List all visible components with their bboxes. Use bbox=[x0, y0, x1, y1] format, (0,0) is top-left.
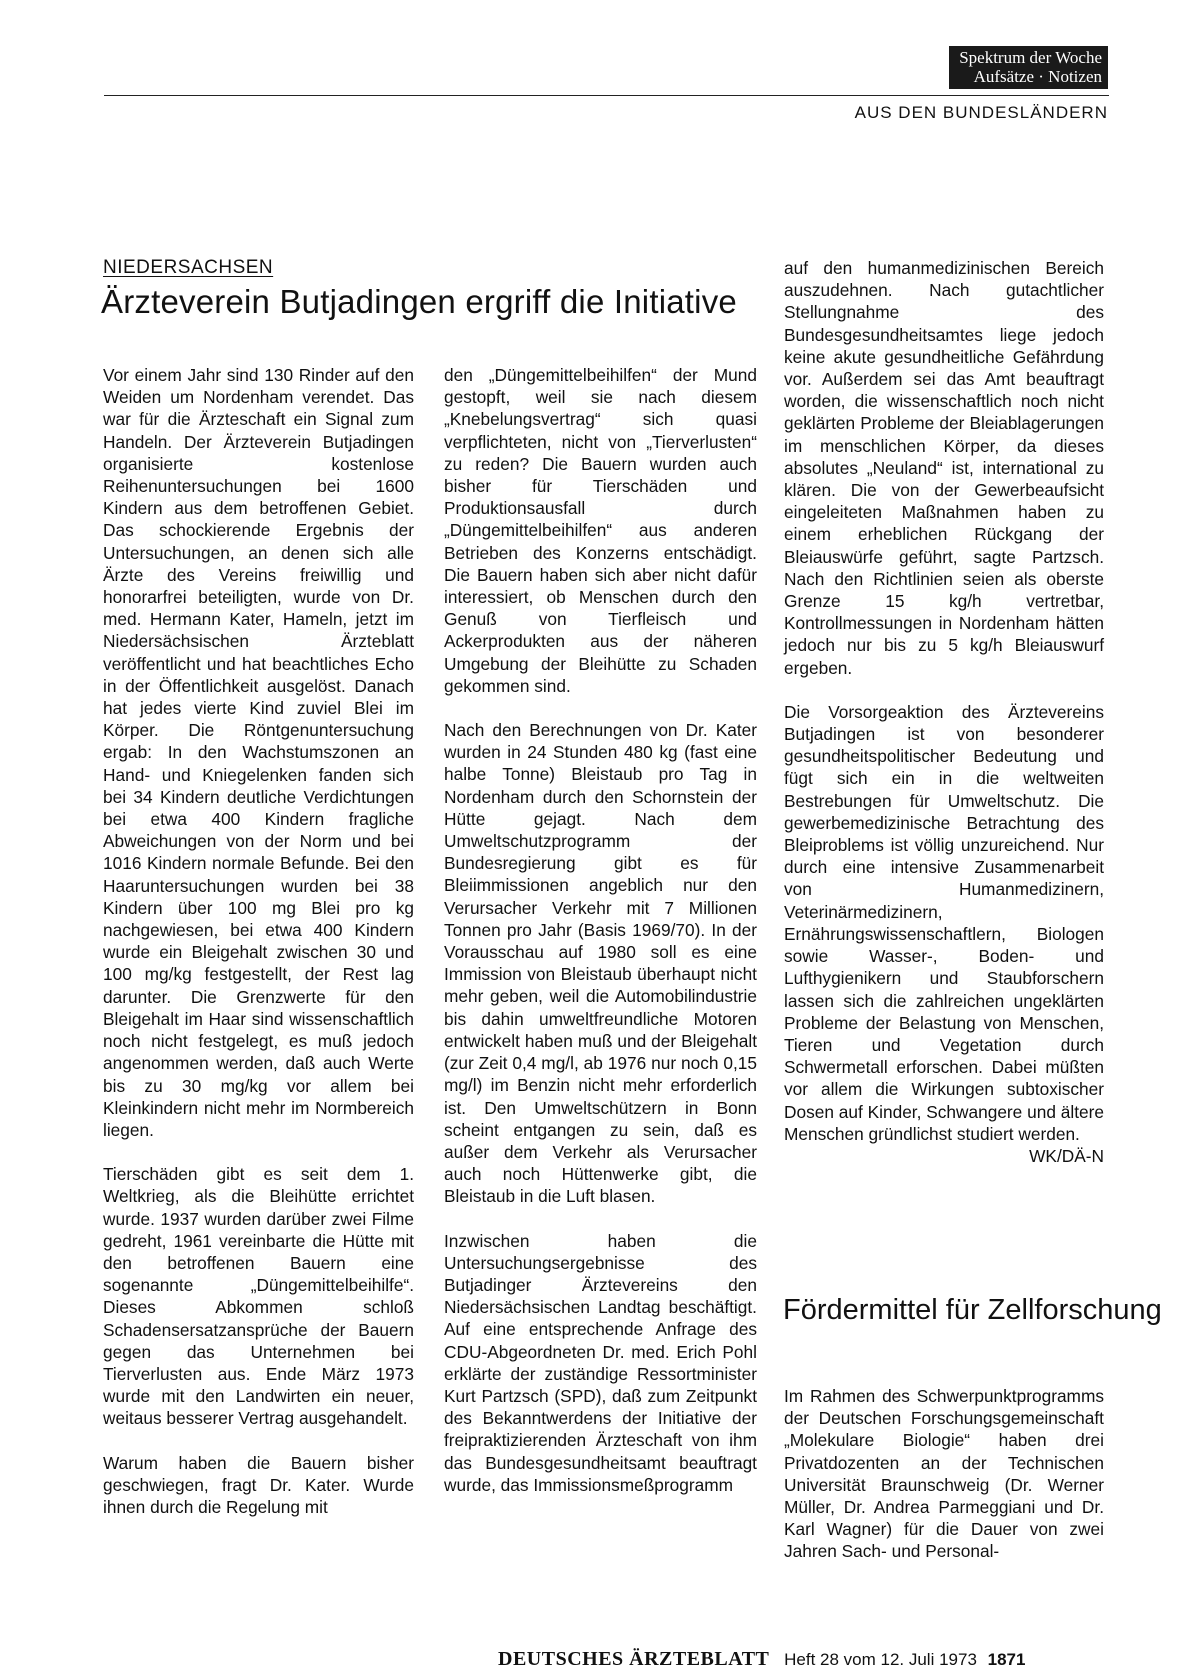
paragraph: Vor einem Jahr sind 130 Rinder auf den Weiden um Nordenham verendet. Das war für die Ärzteschaft ein Signal zum Handeln. Der Ärzteverein Butjadingen organisierte kostenlose Reihenuntersuchungen bei 1600 Kindern aus dem betroffenen Gebiet. Das schockierende Ergebnis der Untersuchungen, an denen sich alle Ärzte des Vereins freiwillig und honorarfrei beteiligten, wurde von Dr. med. Hermann Kater, Hameln, jetzt im Niedersächsischen Ärzteblatt veröffentlicht und hat beachtliches Echo in der Öffentlichkeit ausgelöst. Danach hat jedes vierte Kind zuviel Blei im Körper. Die Röntgenuntersuchung ergab: In den Wachstumszonen an Hand- und Kniegelenken fanden sich bei 34 Kindern deutliche Verdichtungen bei etwa 400 Kindern fragliche Abweichungen von der Norm und bei 1016 Kindern normale Befunde. Bei den Haaruntersuchungen wurden bei 38 Kindern über 100 mg Blei pro kg nachgewiesen, bei etwa 400 Kindern wurde ein Bleigehalt zwischen 30 und 100 mg/kg festgestellt, der Rest lag darunter. Die Grenzwerte für den Bleigehalt im Haar sind wissenschaftlich noch nicht festgelegt, es muß jedoch angenommen werden, daß auch Werte bis zu 30 mg/kg vor allem bei Kleinkindern nicht mehr im Normbereich liegen. bbox=[103, 365, 414, 1140]
paragraph: Tierschäden gibt es seit dem 1. Weltkrieg, als die Bleihütte errichtet wurde. 1937 wurden darüber zwei Filme gedreht, 1961 vereinbarte die Hütte mit den betroffenen Bauern eine sogenannte „Düngemittelbeihilfe“. Dieses Abkommen schloß Schadensersatzansprüche der Bauern gegen das Unternehmen bei Tierverlusten aus. Ende März 1973 wurde mit den Landwirten ein neuer, weitaus besserer Vertrag ausgehandelt. bbox=[103, 1164, 414, 1429]
paragraph: Im Rahmen des Schwerpunktprogramms der Deutschen Forschungsgemeinschaft „Molekulare Biologie“ haben drei Privatdozenten an der Technischen Universität Braunschweig (Dr. Werner Müller, Dr. Andrea Parmeggiani und Dr. Karl Wagner) für die Dauer von zwei Jahren Sach- und Personal- bbox=[784, 1386, 1104, 1562]
second-article-title: Fördermittel für Zellforschung bbox=[783, 1294, 1162, 1326]
article-column-3 bbox=[784, 257, 1104, 1167]
badge-line-2: Aufsätze · Notizen bbox=[973, 67, 1102, 86]
article-title: Ärzteverein Butjadingen ergriff die Initiative bbox=[101, 283, 737, 320]
article-column-1 bbox=[103, 364, 414, 1518]
header-rule bbox=[104, 95, 1109, 96]
author-signature: WK/DÄ-N bbox=[1029, 1145, 1104, 1166]
paragraph: Inzwischen haben die Untersuchungsergebnisse des Butjadinger Ärztevereins den Niedersächsischen Landtag beschäftigt. Auf eine entsprechende Anfrage des CDU-Abgeordneten Dr. med. Erich Pohl erklärte der zuständige Ressortminister Kurt Partzsch (SPD), daß zum Zeitpunkt des Bekanntwerdens der Initiative der freipraktizierenden Ärzteschaft von ihm das Bundesgesundheitsamt beauftragt wurde, das Immissionsmeßprogramm bbox=[444, 1230, 757, 1495]
paragraph: den „Düngemittelbeihilfen“ der Mund gestopft, weil sie nach diesem „Knebelungsvertrag“ sich quasi verpflichteten, nicht von „Tierverlusten“ zu reden? Die Bauern wurden auch bisher für Tierschäden und Produktionsausfall durch „Düngemittelbeihilfen“ aus anderen Betrieben des Konzerns entschädigt. Die Bauern haben sich aber nicht dafür interessiert, ob Menschen durch den Genuß von Tierfleisch und Ackerprodukten aus der näheren Umgebung der Bleihütte zu Schaden gekommen sind. bbox=[444, 365, 757, 696]
issue-info: Heft 28 vom 12. Juli 1973 bbox=[784, 1650, 977, 1669]
paragraph-with-signature bbox=[784, 701, 1104, 1166]
paragraph: Nach den Berechnungen von Dr. Kater wurden in 24 Stunden 480 kg (fast eine halbe Tonne) Bleistaub pro Tag in Nordenham durch den Schornstein der Hütte gejagt. Nach dem Umweltschutzprogramm der Bundesregierung gibt es für Bleiimmissionen angeblich nur den Verursacher Verkehr mit 7 Millionen Tonnen pro Jahr (Basis 1969/70). In der Vorausschau auf 1980 soll es eine Immission von Bleistaub überhaupt nicht mehr geben, weil die Automobilindustrie bis dahin umweltfreundliche Motoren entwickelt haben muß und der Bleigehalt (zur Zeit 0,4 mg/l, ab 1976 nur noch 0,15 mg/l) im Benzin nicht mehr erforderlich ist. Den Umweltschützern in Bonn scheint entgangen zu sein, daß es außer dem Verkehr als Verursacher auch noch Hüttenwerke gibt, die Bleistaub in die Luft blasen. bbox=[444, 720, 757, 1207]
badge-line-1: Spektrum der Woche bbox=[959, 48, 1102, 67]
paragraph-text: Die Vorsorgeaktion des Ärztevereins Butjadingen ist von besonderer gesundheitspolitischer Bedeutung und fügt sich ein in die weltweiten Bestrebungen für Umweltschutz. Die gewerbemedizinische Betrachtung des Bleiproblems ist völlig unzureichend. Nur durch eine intensive Zusammenarbeit von Humanmedizinern, Veterinärmedizinern, Ernährungswissenschaftlern, Biologen sowie Wasser-, Boden- und Lufthygienikern und Staubforschern lassen sich die zahlreichen ungeklärten Probleme der Belastung von Menschen, Tieren und Vegetation durch Schwermetall erforschen. Dabei müßten vor allem die Wirkungen subtoxischer Dosen auf Kinder, Schwangere und ältere Menschen gründlichst studiert werden. bbox=[784, 701, 1104, 1144]
article-column-2 bbox=[444, 364, 757, 1496]
second-article-body bbox=[784, 1385, 1104, 1563]
section-label: AUS DEN BUNDESLÄNDERN bbox=[854, 103, 1108, 122]
page-number: 1871 bbox=[987, 1650, 1026, 1669]
journal-name: DEUTSCHES ÄRZTEBLATT bbox=[498, 1648, 770, 1670]
section-badge bbox=[949, 46, 1108, 89]
page-footer bbox=[498, 1648, 1025, 1671]
paragraph: auf den humanmedizinischen Bereich auszudehnen. Nach gutachtlicher Stellungnahme des Bundesgesundheitsamtes liege jedoch keine akute gesundheitliche Gefährdung vor. Außerdem sei das Amt beauftragt worden, die wissenschaftlich noch nicht geklärten Probleme der Bleiablagerungen im menschlichen Körper, da dieses absolutes „Neuland“ ist, international zu klären. Die von der Gewerbeaufsicht eingeleiteten Maßnahmen haben zu einem erheblichen Rückgang der Bleiauswürfe geführt, sagte Partzsch. Nach den Richtlinien seien als oberste Grenze 15 kg/h vertretbar, Kontrollmessungen in Nordenham hätten jedoch nur bis zu 5 kg/h Bleiauswurf ergeben. bbox=[784, 258, 1104, 678]
article-kicker: NIEDERSACHSEN bbox=[103, 257, 274, 278]
paragraph: Warum haben die Bauern bisher geschwiegen, fragt Dr. Kater. Wurde ihnen durch die Regelung mit bbox=[103, 1452, 414, 1517]
